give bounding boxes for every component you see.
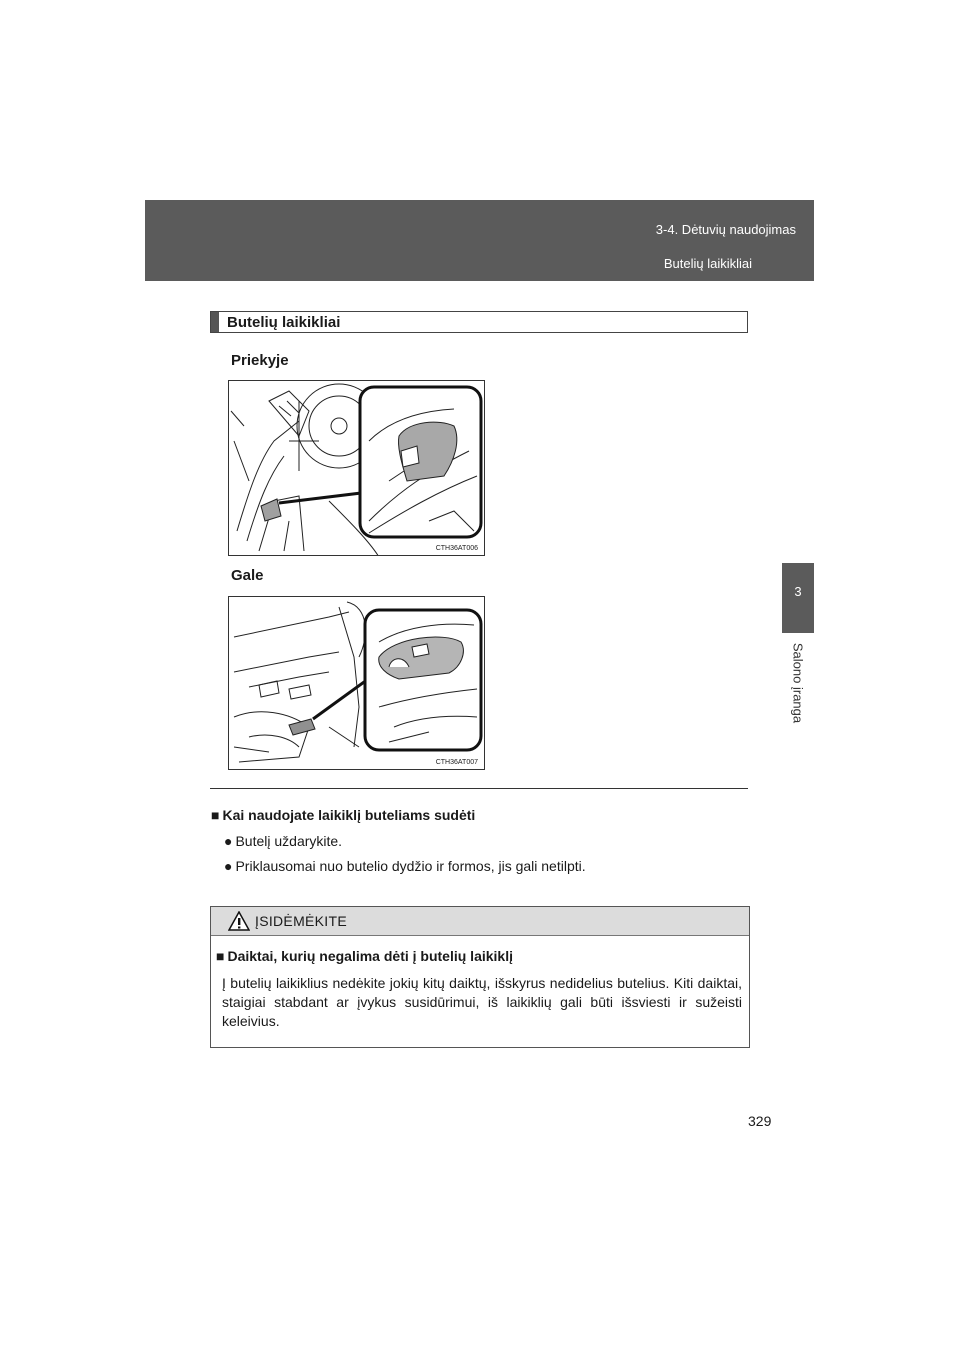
- usage-item-text: Butelį uždarykite.: [235, 833, 343, 849]
- usage-item-text: Priklausomai nuo butelio dydžio ir formos, jis gali netilpti.: [235, 858, 586, 874]
- circle-bullet-icon: ●: [224, 858, 233, 874]
- square-bullet-icon: ■: [211, 807, 220, 823]
- usage-heading: [211, 807, 475, 823]
- section-heading: Butelių laikikliai: [227, 314, 341, 331]
- caution-subtitle-row: [216, 948, 513, 964]
- chapter-tab-number: 3: [782, 563, 814, 633]
- caution-label: ĮSIDĖMĖKITE: [255, 913, 347, 929]
- usage-item: [224, 833, 342, 849]
- rear-figure-code: CTH36AT007: [435, 759, 478, 766]
- rear-heading: Gale: [231, 567, 264, 584]
- chapter-tab-label: [782, 633, 814, 733]
- front-interior-drawing: [229, 381, 485, 556]
- square-bullet-icon: ■: [216, 948, 225, 964]
- caution-header: [211, 907, 749, 936]
- section-divider: [210, 788, 748, 789]
- rear-interior-drawing: [229, 597, 485, 770]
- chapter-tab-label-text: Salono įranga: [790, 642, 806, 724]
- rear-cupholder-illustration: [228, 596, 485, 770]
- section-heading-bar: [211, 312, 219, 332]
- usage-title: Kai naudojate laikiklį buteliams sudėti: [222, 807, 476, 823]
- chapter-title: 3-4. Dėtuvių naudojimas: [655, 222, 796, 237]
- usage-item: [224, 858, 586, 874]
- front-heading: Priekyje: [231, 352, 289, 369]
- section-title-header: Butelių laikikliai: [663, 256, 752, 271]
- caution-body: Į butelių laikiklius nedėkite jokių kitų daiktų, išskyrus nedidelius butelius. Kiti daiktai, staigiai stabdant ar įvykus susidūrimui, iš laikiklių gali būti išsviesti ir sužeisti keleivius.: [222, 975, 742, 1029]
- page-number: 329: [748, 1113, 772, 1129]
- page-header: [145, 200, 814, 281]
- front-cupholder-illustration: [228, 380, 485, 556]
- warning-triangle-icon: [228, 911, 250, 931]
- front-figure-code: CTH36AT006: [435, 545, 478, 552]
- circle-bullet-icon: ●: [224, 833, 233, 849]
- caution-box: [210, 906, 750, 1048]
- section-heading-box: [210, 311, 748, 333]
- caution-subtitle: Daiktai, kurių negalima dėti į butelių laikiklį: [227, 948, 513, 964]
